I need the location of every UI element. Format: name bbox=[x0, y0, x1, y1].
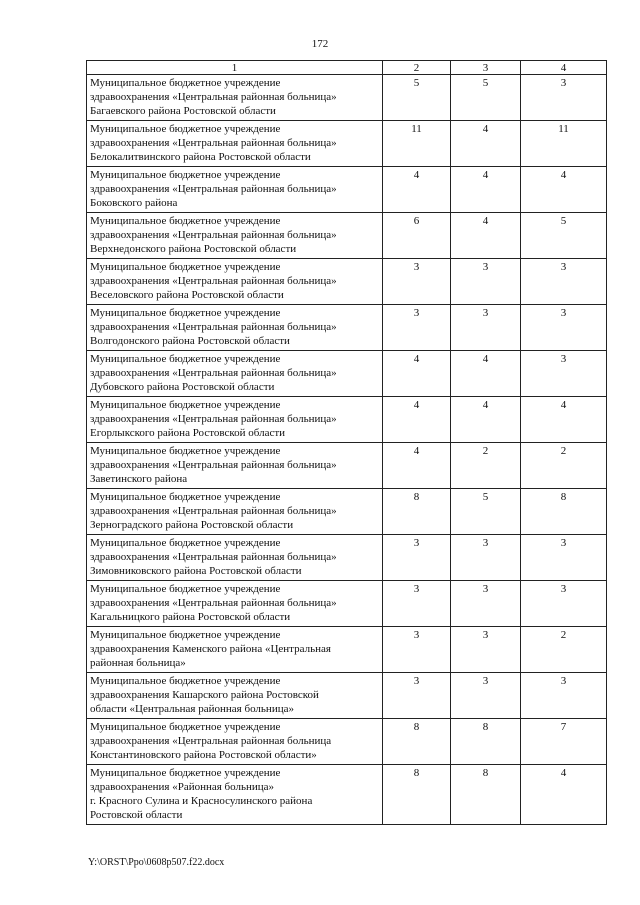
column-header-1: 1 bbox=[87, 61, 383, 75]
value-cell-col2: 3 bbox=[383, 305, 451, 351]
value-cell-col3: 3 bbox=[451, 535, 521, 581]
value-cell-col2: 8 bbox=[383, 489, 451, 535]
value-cell-col2: 3 bbox=[383, 259, 451, 305]
value-cell-col3: 5 bbox=[451, 489, 521, 535]
value-cell-col4: 3 bbox=[521, 259, 607, 305]
value-cell-col2: 4 bbox=[383, 351, 451, 397]
table-row bbox=[87, 397, 607, 443]
value-cell-col3: 5 bbox=[451, 75, 521, 121]
table-row bbox=[87, 213, 607, 259]
value-cell-col4: 5 bbox=[521, 213, 607, 259]
value-cell-col2: 3 bbox=[383, 535, 451, 581]
institution-name-cell: Муниципальное бюджетное учреждение здравоохранения «Центральная районная больница» Белокалитвинского района Ростовской области bbox=[87, 121, 383, 167]
table-row bbox=[87, 581, 607, 627]
value-cell-col2: 4 bbox=[383, 443, 451, 489]
value-cell-col3: 2 bbox=[451, 443, 521, 489]
institution-name-cell: Муниципальное бюджетное учреждение здравоохранения «Центральная районная больница» Зимовниковского района Ростовской области bbox=[87, 535, 383, 581]
value-cell-col4: 8 bbox=[521, 489, 607, 535]
institution-name-cell: Муниципальное бюджетное учреждение здравоохранения «Центральная районная больница» Багаевского района Ростовской области bbox=[87, 75, 383, 121]
table-row bbox=[87, 121, 607, 167]
institution-name-cell: Муниципальное бюджетное учреждение здравоохранения «Центральная районная больница» Верхнедонского района Ростовской области bbox=[87, 213, 383, 259]
table-row bbox=[87, 75, 607, 121]
value-cell-col2: 3 bbox=[383, 627, 451, 673]
value-cell-col4: 3 bbox=[521, 581, 607, 627]
institution-name-cell: Муниципальное бюджетное учреждение здравоохранения «Центральная районная больница» Заветинского района bbox=[87, 443, 383, 489]
value-cell-col3: 3 bbox=[451, 305, 521, 351]
value-cell-col4: 3 bbox=[521, 75, 607, 121]
value-cell-col2: 8 bbox=[383, 719, 451, 765]
value-cell-col3: 3 bbox=[451, 581, 521, 627]
value-cell-col4: 4 bbox=[521, 397, 607, 443]
value-cell-col2: 11 bbox=[383, 121, 451, 167]
value-cell-col2: 3 bbox=[383, 673, 451, 719]
table-row bbox=[87, 765, 607, 825]
value-cell-col4: 3 bbox=[521, 673, 607, 719]
table-header-row bbox=[87, 61, 607, 75]
value-cell-col2: 6 bbox=[383, 213, 451, 259]
institution-name-cell: Муниципальное бюджетное учреждение здравоохранения «Центральная районная больница» Кагальницкого района Ростовской области bbox=[87, 581, 383, 627]
value-cell-col2: 8 bbox=[383, 765, 451, 825]
value-cell-col3: 4 bbox=[451, 121, 521, 167]
table-row bbox=[87, 351, 607, 397]
value-cell-col3: 3 bbox=[451, 259, 521, 305]
institution-name-cell: Муниципальное бюджетное учреждение здравоохранения «Центральная районная больница» Боковского района bbox=[87, 167, 383, 213]
value-cell-col3: 4 bbox=[451, 167, 521, 213]
table-row bbox=[87, 535, 607, 581]
value-cell-col3: 4 bbox=[451, 351, 521, 397]
value-cell-col4: 7 bbox=[521, 719, 607, 765]
value-cell-col4: 3 bbox=[521, 305, 607, 351]
table-row bbox=[87, 719, 607, 765]
institution-name-cell: Муниципальное бюджетное учреждение здравоохранения Кашарского района Ростовской области «Центральная районная больница» bbox=[87, 673, 383, 719]
value-cell-col4: 4 bbox=[521, 765, 607, 825]
column-header-2: 2 bbox=[383, 61, 451, 75]
value-cell-col4: 2 bbox=[521, 627, 607, 673]
value-cell-col3: 3 bbox=[451, 673, 521, 719]
institution-name-cell: Муниципальное бюджетное учреждение здравоохранения «Центральная районная больница» Егорлыкского района Ростовской области bbox=[87, 397, 383, 443]
value-cell-col3: 3 bbox=[451, 627, 521, 673]
institution-name-cell: Муниципальное бюджетное учреждение здравоохранения «Центральная районная больница» Дубовского района Ростовской области bbox=[87, 351, 383, 397]
value-cell-col2: 5 bbox=[383, 75, 451, 121]
column-header-4: 4 bbox=[521, 61, 607, 75]
value-cell-col3: 4 bbox=[451, 397, 521, 443]
table-row bbox=[87, 167, 607, 213]
table-row bbox=[87, 489, 607, 535]
value-cell-col3: 8 bbox=[451, 719, 521, 765]
value-cell-col4: 2 bbox=[521, 443, 607, 489]
table-row bbox=[87, 443, 607, 489]
table-row bbox=[87, 259, 607, 305]
value-cell-col2: 4 bbox=[383, 167, 451, 213]
institution-name-cell: Муниципальное бюджетное учреждение здравоохранения «Районная больница» г. Красного Сулина и Красносулинского района Ростовской области bbox=[87, 765, 383, 825]
value-cell-col2: 4 bbox=[383, 397, 451, 443]
table-row bbox=[87, 305, 607, 351]
value-cell-col4: 4 bbox=[521, 167, 607, 213]
table-row bbox=[87, 673, 607, 719]
data-table bbox=[86, 60, 607, 825]
page-number: 172 bbox=[311, 38, 329, 50]
institution-name-cell: Муниципальное бюджетное учреждение здравоохранения «Центральная районная больница» Зерноградского района Ростовской области bbox=[87, 489, 383, 535]
institution-name-cell: Муниципальное бюджетное учреждение здравоохранения «Центральная районная больница» Веселовского района Ростовской области bbox=[87, 259, 383, 305]
document-file-path: Y:\ORST\Ppo\0608p507.f22.docx bbox=[88, 857, 225, 868]
institution-name-cell: Муниципальное бюджетное учреждение здравоохранения «Центральная районная больница» Волгодонского района Ростовской области bbox=[87, 305, 383, 351]
value-cell-col4: 3 bbox=[521, 535, 607, 581]
value-cell-col4: 3 bbox=[521, 351, 607, 397]
table-row bbox=[87, 627, 607, 673]
institution-name-cell: Муниципальное бюджетное учреждение здравоохранения «Центральная районная больница Константиновского района Ростовской области» bbox=[87, 719, 383, 765]
value-cell-col2: 3 bbox=[383, 581, 451, 627]
institution-name-cell: Муниципальное бюджетное учреждение здравоохранения Каменского района «Центральная районная больница» bbox=[87, 627, 383, 673]
value-cell-col4: 11 bbox=[521, 121, 607, 167]
value-cell-col3: 4 bbox=[451, 213, 521, 259]
value-cell-col3: 8 bbox=[451, 765, 521, 825]
column-header-3: 3 bbox=[451, 61, 521, 75]
